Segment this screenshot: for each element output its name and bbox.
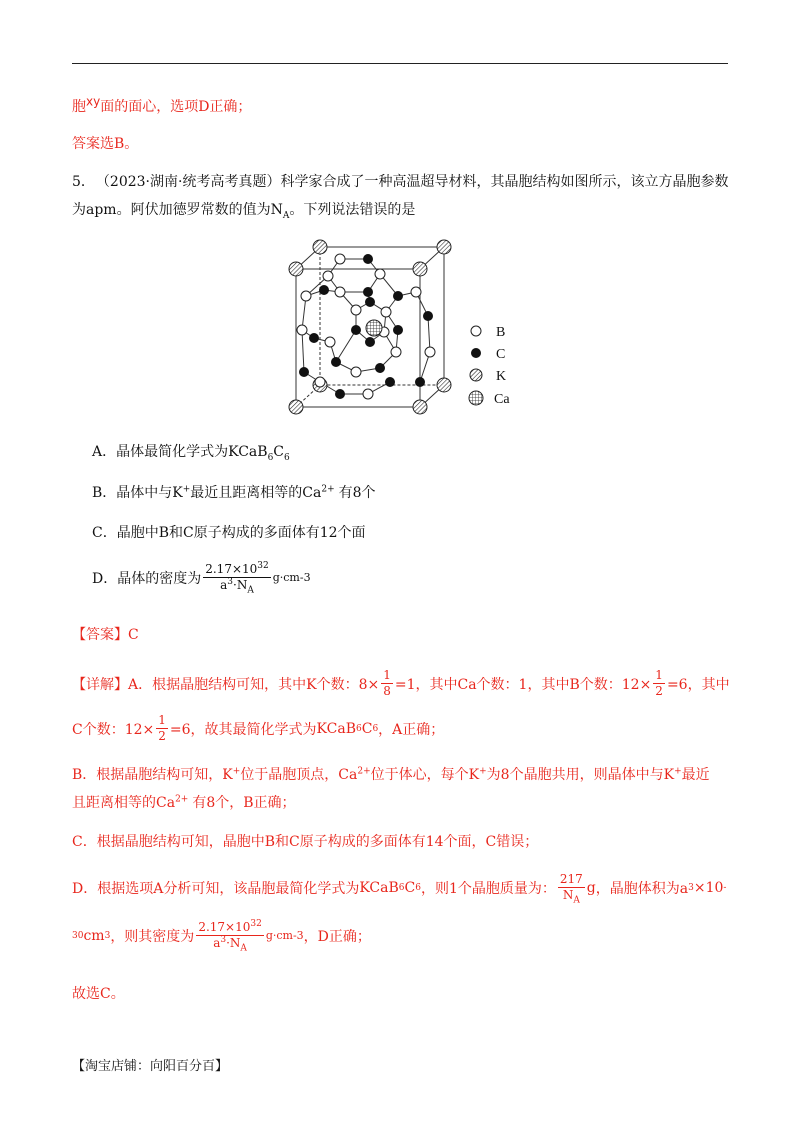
- text-span: 为8个晶胞共用，则晶体中与: [486, 767, 664, 783]
- subscript: A: [240, 943, 247, 954]
- unit: g·cm: [272, 571, 300, 584]
- avogadro-symbol: N: [270, 202, 283, 218]
- formula: Ca: [156, 795, 176, 811]
- legend-C-symbol: [471, 348, 481, 358]
- numerator: 1: [655, 668, 663, 682]
- superscript: 2+: [175, 794, 189, 805]
- subscript: A: [573, 895, 580, 906]
- legend: [469, 325, 510, 407]
- unit: g·cm: [265, 929, 293, 942]
- subscript: 6: [284, 452, 290, 463]
- denominator: a: [220, 578, 228, 592]
- subscript: A: [282, 210, 290, 221]
- denominator: 2: [655, 684, 663, 698]
- legend-label: K: [496, 369, 507, 384]
- question-number: 5．: [72, 174, 95, 190]
- text-span: 胞: [72, 99, 86, 115]
- formula: K: [663, 767, 675, 783]
- fraction: [653, 668, 665, 699]
- denominator: ·N: [233, 578, 248, 592]
- analysis-conclusion: 故选C。: [72, 986, 125, 1002]
- density-fraction: [203, 561, 271, 596]
- numerator: 1: [158, 713, 166, 727]
- formula: K: [222, 767, 233, 783]
- option-C: C．晶胞中B和C原子构成的多面体有12个面: [92, 525, 366, 541]
- lattice-param: apm: [86, 202, 117, 218]
- text-span: ，则1个晶胞质量为：: [420, 880, 556, 897]
- text-span: D．晶体的密度为: [92, 570, 202, 587]
- text-span: C个数：12×: [72, 721, 155, 738]
- prev-analysis-tail: [72, 96, 251, 118]
- crystal-cell-figure: [280, 232, 530, 422]
- analysis-line5: C．根据晶胞结构可知，晶胞中B和C原子构成的多面体有14个面，C错误；: [72, 834, 539, 850]
- text-span: 且距离相等的: [72, 795, 156, 811]
- superscript: 3: [220, 935, 227, 945]
- header-rule: [72, 63, 728, 64]
- denominator: 2: [158, 729, 166, 743]
- text-span: 为: [72, 202, 86, 218]
- question-stem-line2: [72, 199, 415, 221]
- superscript: +: [182, 484, 191, 495]
- xy-label: xy: [86, 94, 101, 109]
- superscript: +: [232, 766, 241, 777]
- legend-label: C: [496, 347, 506, 362]
- formula: KCaB: [316, 720, 356, 737]
- fraction: [381, 668, 393, 699]
- fraction: [156, 713, 168, 744]
- subscript: A: [247, 585, 254, 596]
- mass-fraction: [558, 872, 585, 906]
- numerator: 2.17×10: [198, 920, 251, 934]
- text-span: 位于晶胞顶点，Ca: [240, 767, 358, 783]
- option-A: [92, 441, 290, 463]
- text-span: 最近且距离相等的: [190, 485, 303, 501]
- text-span: B．晶体中与K: [92, 485, 183, 501]
- analysis-line3: [72, 764, 710, 786]
- formula: KCaB: [228, 444, 268, 460]
- legend-Ca-symbol: [469, 391, 483, 405]
- superscript: 2+: [321, 484, 335, 495]
- analysis-line1: [72, 668, 730, 699]
- analysis-line2: C个数：12× $\frac{1}{2}$ =6，故其最简化学式为 KCaB 6 C 6 ，A正确；: [72, 713, 445, 743]
- text-span: 【详解】A．根据晶胞结构可知，其中K个数：8×: [72, 676, 380, 693]
- superscript: +: [479, 766, 487, 777]
- formula: C: [404, 879, 416, 896]
- denominator: N: [562, 888, 574, 902]
- text-span: B．根据晶胞结构可知，: [72, 767, 223, 783]
- formula: C: [361, 720, 373, 737]
- text-span: 。下列说法错误的是: [289, 202, 416, 218]
- legend-B-symbol: [471, 326, 481, 336]
- superscript: +: [674, 766, 682, 777]
- text-span: ，D正确；: [303, 928, 371, 945]
- prev-answer: 答案选B。: [72, 136, 139, 152]
- question-source: （2023·湖南·统考高考真题）: [102, 174, 281, 190]
- text-span: 有8个: [338, 485, 376, 501]
- legend-K-symbol: [470, 369, 482, 381]
- footer-shop: 【淘宝店铺：向阳百分百】: [72, 1059, 229, 1074]
- formula: KCaB: [359, 879, 399, 896]
- legend-label: B: [496, 325, 506, 340]
- numerator: 217: [559, 872, 583, 886]
- text-span: 位于体心，每个K: [370, 767, 480, 783]
- superscript: 32: [250, 919, 262, 929]
- text-span: ，晶胞体积为a: [595, 880, 689, 897]
- superscript: 3: [227, 577, 234, 587]
- analysis-line6: D．根据选项A分析可知，该晶胞最简化学式为 KCaB 6 C 6 ，则1个晶胞质量为： $\frac{217}{N_A}$ g ，晶胞体积为a 3 ×10 -: [72, 872, 727, 906]
- text-span: 最近: [681, 767, 710, 783]
- denominator: ·N: [226, 936, 241, 950]
- subscript: 6: [267, 452, 274, 463]
- analysis-line4: [72, 792, 296, 814]
- text-span: ，A正确；: [378, 721, 445, 738]
- text-span: 科学家合成了一种高温超导材料，其晶胞结构如图所示，该立方晶胞参数: [280, 174, 729, 190]
- density-fraction: [196, 919, 264, 954]
- question-stem-line1: [72, 171, 728, 193]
- answer-label: 【答案】C: [72, 627, 139, 643]
- text-span: =6，故其最简化学式为: [169, 721, 317, 738]
- atom-Ca: [366, 320, 382, 336]
- superscript: 32: [257, 561, 269, 571]
- analysis-line7: 30 cm 3 ，则其密度为 $\frac{2.17\times 10^{32}}{a^3\cdot N_A}$ g·cm -3 ，D正确；: [72, 919, 371, 954]
- text-span: =1，其中Ca个数：1，其中B个数：12×: [394, 676, 652, 693]
- text-span: ×10: [693, 879, 724, 896]
- unit: cm: [83, 927, 105, 944]
- text-span: 。阿伏加德罗常数的值为: [116, 202, 271, 218]
- numerator: 2.17×10: [205, 562, 258, 576]
- text-span: 面的面心，选项D正确；: [100, 99, 252, 115]
- option-D: D．晶体的密度为 $\frac{2.17\times 10^{32}}{a^3\cdot N_A}$ g·cm -3: [92, 561, 311, 596]
- text-span: =6，其中: [666, 676, 730, 693]
- unit: g: [586, 879, 596, 896]
- text-span: ，则其密度为: [110, 928, 195, 945]
- formula: Ca: [302, 485, 322, 501]
- text-span: D．根据选项A分析可知，该晶胞最简化学式为: [72, 880, 360, 897]
- denominator: a: [213, 936, 221, 950]
- option-B: [92, 482, 376, 504]
- text-span: 有8个，B正确；: [192, 795, 296, 811]
- superscript: 2+: [357, 766, 371, 777]
- legend-label: Ca: [494, 392, 510, 407]
- numerator: 1: [383, 668, 391, 682]
- text-span: A．晶体最简化学式为: [92, 444, 229, 460]
- formula: C: [273, 444, 285, 460]
- denominator: 8: [383, 684, 391, 698]
